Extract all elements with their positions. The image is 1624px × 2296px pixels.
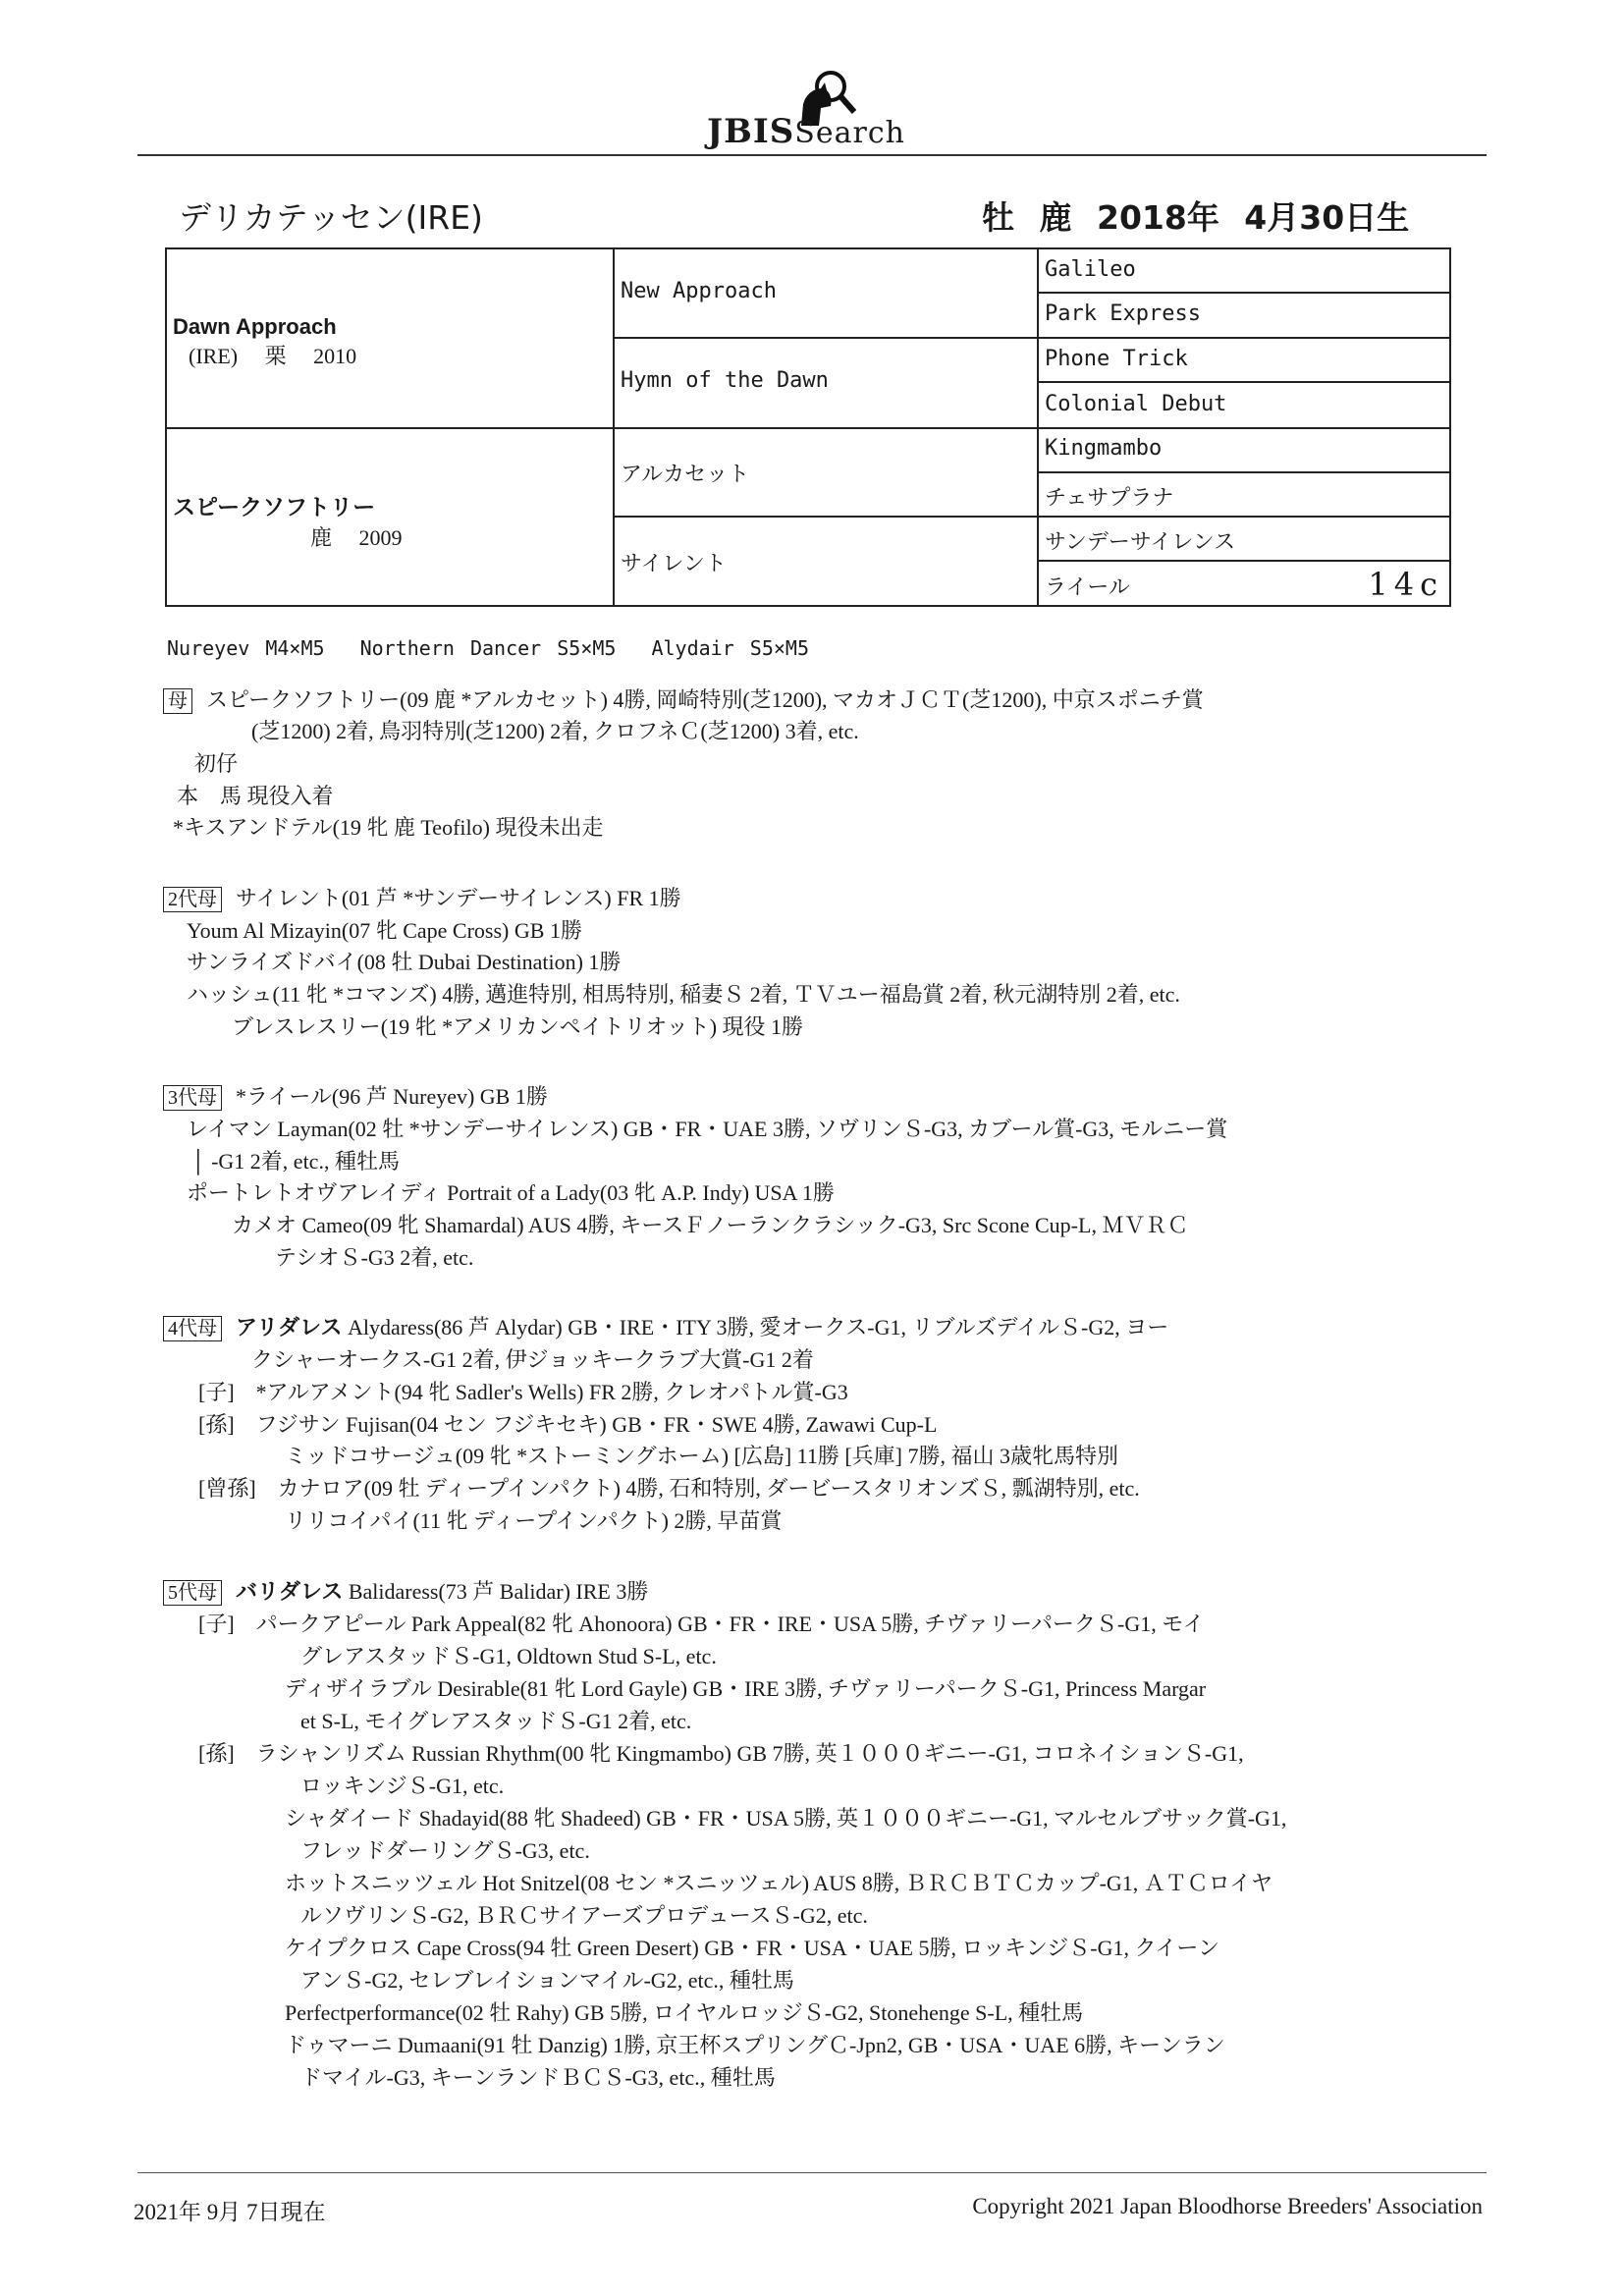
mother-line-5: *キスアンドテル(19 牝 鹿 Teofilo) 現役未出走 [173, 815, 604, 840]
section-label-fourth: 4代母 [163, 1316, 222, 1341]
fifth-line-8: シャダイード Shadayid(88 牝 Shadeed) GB・FR・USA 5勝, 英１０００ギニー-G1, マルセルブサック賞-G1, [285, 1806, 1287, 1831]
second-line-5: ブレスレスリー(19 牝 *アメリカンペイトリオット) 現役 1勝 [232, 1014, 804, 1039]
fifth-line-4: ディザイラブル Desirable(81 牝 Lord Gayle) GB・IRE 3勝, チヴァリーパークＳ-G1, Princess Margar [285, 1676, 1207, 1701]
dam-cell [173, 489, 403, 552]
mother-line-3: 初仔 [194, 751, 239, 776]
header-divider [137, 154, 1487, 156]
section-label-third: 3代母 [163, 1085, 222, 1111]
fifth-line-13: アンＳ-G2, セレブレイションマイル-G2, etc., 種牡馬 [300, 1968, 794, 1993]
gen3-7: サンデーサイレンス [1045, 530, 1236, 555]
fifth-line-6: [孫] ラシャンリズム Russian Rhythm(00 牝 Kingmambo) GB 7勝, 英１０００ギニー-G1, コロネイションＳ-G1, [198, 1741, 1244, 1766]
section-label-fifth: 5代母 [163, 1580, 222, 1606]
fifth-line-3: グレアスタッドＳ-G1, Oldtown Stud S-L, etc. [300, 1644, 717, 1668]
fourth-line-3: [子] *アルアメント(94 牝 Sadler's Wells) FR 2勝, クレオパトル賞-G3 [198, 1380, 848, 1404]
dam-details: 鹿 2009 [310, 525, 403, 550]
fourth-line-7: リリコイパイ(11 牝 ディープインパクト) 2勝, 早苗賞 [285, 1508, 783, 1533]
jbis-search-logo [707, 69, 943, 157]
gen3-8: ライール [1045, 575, 1130, 600]
mother-line-4: 本 馬 現役入着 [177, 784, 334, 808]
fifth-line-11: ルソヴリンＳ-G2, ＢＲＣサイアーズプロデュースＳ-G2, etc. [300, 1903, 868, 1928]
mother-line-2: (芝1200) 2着, 鳥羽特別(芝1200) 2着, クロフネＣ(芝1200) 3着, etc. [251, 719, 859, 743]
fifth-line-7: ロッキンジＳ-G1, etc. [300, 1774, 505, 1798]
fifth-line-14: Perfectperformance(02 牡 Rahy) GB 5勝, ロイヤルロッジＳ-G2, Stonehenge S-L, 種牡馬 [285, 2000, 1084, 2025]
logo-text: JBISSearch [707, 112, 905, 151]
second-line-4: ハッシュ(11 牝 *コマンズ) 4勝, 邁進特別, 相馬特別, 稲妻Ｓ 2着, ＴＶユー福島賞 2着, 秋元湖特別 2着, etc. [187, 982, 1180, 1007]
third-line-5: カメオ Cameo(09 牝 Shamardal) AUS 4勝, キースＦノーランクラシック-G3, Src Scone Cup-L, ＭＶＲＣ [232, 1213, 1189, 1237]
gen3-4: Colonial Debut [1045, 392, 1227, 416]
fifth-line-10: ホットスニッツェル Hot Snitzel(08 セン *スニッツェル) AUS 8勝, ＢＲＣＢＴＣカップ-G1, ＡＴＣロイヤ [285, 1871, 1273, 1895]
mother-line-1: 母 スピークソフトリー(09 鹿 *アルカセット) 4勝, 岡崎特別(芝1200), マカオＪＣＴ(芝1200), 中京スポニチ賞 [163, 683, 1204, 714]
footer-copyright: Copyright 2021 Japan Bloodhorse Breeders' Association [972, 2194, 1483, 2218]
section-label-mother: 母 [163, 688, 192, 714]
dam-sire: アルカセット [621, 463, 750, 487]
inbreeding-note: Nureyev M4×M5 Northern Dancer S5×M5 Alydair S5×M5 [167, 636, 810, 660]
sire-name: Dawn Approach [173, 314, 337, 339]
horse-name: デリカテッセン(IRE) [179, 198, 483, 237]
sire-dam: Hymn of the Dawn [621, 368, 829, 393]
second-line-1: 2代母 サイレント(01 芦 *サンデーサイレンス) FR 1勝 [163, 882, 681, 912]
pedigree-table [165, 247, 1451, 607]
fourth-line-2: クシャーオークス-G1 2着, 伊ジョッキークラブ大賞-G1 2着 [251, 1347, 814, 1372]
gen3-5: Kingmambo [1045, 436, 1163, 461]
fifth-line-1: 5代母 バリダレス Balidaress(73 芦 Balidar) IRE 3勝 [163, 1575, 648, 1606]
section-label-second: 2代母 [163, 887, 222, 912]
second-line-3: サンライズドバイ(08 牡 Dubai Destination) 1勝 [187, 950, 622, 974]
horse-info: 牡 鹿 2018年 4月30日生 [982, 198, 1410, 237]
third-line-2: レイマン Layman(02 牡 *サンデーサイレンス) GB・FR・UAE 3勝, ソヴリンＳ-G3, カブール賞-G3, モルニー賞 [187, 1117, 1228, 1141]
footer-date: 2021年 9月 7日現在 [134, 2200, 326, 2224]
dam-name: スピークソフトリー [173, 495, 376, 520]
gen3-1: Galileo [1045, 257, 1136, 282]
footer-divider [137, 2172, 1487, 2173]
fifth-line-9: フレッドダーリングＳ-G3, etc. [300, 1838, 590, 1863]
fifth-line-15: ドゥマーニ Dumaani(91 牡 Danzig) 1勝, 京王杯スプリングＣ-Jpn2, GB・USA・UAE 6勝, キーンラン [285, 2033, 1225, 2057]
fourth-line-4: [孫] フジサン Fujisan(04 セン フジキセキ) GB・FR・SWE 4勝, Zawawi Cup-L [198, 1412, 938, 1437]
family-code: 14c [1368, 566, 1443, 603]
gen3-2: Park Express [1045, 301, 1201, 326]
third-line-6: テシオＳ-G3 2着, etc. [275, 1245, 474, 1270]
third-line-1: 3代母 *ライール(96 芦 Nureyev) GB 1勝 [163, 1080, 548, 1111]
fifth-line-2: [子] パークアピール Park Appeal(82 牝 Ahonoora) GB・FR・IRE・USA 5勝, チヴァリーパークＳ-G1, モイ [198, 1612, 1205, 1636]
third-line-4: ポートレトオヴアレイディ Portrait of a Lady(03 牝 A.P. Indy) USA 1勝 [187, 1180, 835, 1205]
fourth-line-5: ミッドコサージュ(09 牝 *ストーミングホーム) [広島] 11勝 [兵庫] 7勝, 福山 3歳牝馬特別 [285, 1444, 1119, 1468]
sire-details: (IRE) 栗 2010 [189, 344, 357, 368]
sire-sire: New Approach [621, 279, 777, 303]
fifth-line-12: ケイプクロス Cape Cross(94 牡 Green Desert) GB・FR・USA・UAE 5勝, ロッキンジＳ-G1, クイーン [285, 1936, 1219, 1960]
dam-dam: サイレント [621, 552, 727, 576]
second-line-2: Youm Al Mizayin(07 牝 Cape Cross) GB 1勝 [187, 918, 582, 943]
third-line-3: │ -G1 2着, etc., 種牡馬 [190, 1149, 400, 1174]
fifth-line-16: ドマイル-G3, キーンランドＢＣＳ-G3, etc., 種牡馬 [300, 2065, 776, 2090]
sire-cell [173, 314, 356, 370]
fifth-line-5: et S-L, モイグレアスタッドＳ-G1 2着, etc. [300, 1709, 692, 1733]
fourth-line-6: [曾孫] カナロア(09 牡 ディープインパクト) 4勝, 石和特別, ダービースタリオンズＳ, 瓢湖特別, etc. [198, 1476, 1140, 1501]
gen3-3: Phone Trick [1045, 347, 1188, 371]
gen3-6: チェサプラナ [1045, 486, 1174, 511]
fourth-line-1: 4代母 アリダレス Alydaress(86 芦 Alydar) GB・IRE・ITY 3勝, 愛オークス-G1, リブルズデイルＳ-G2, ヨー [163, 1311, 1168, 1341]
